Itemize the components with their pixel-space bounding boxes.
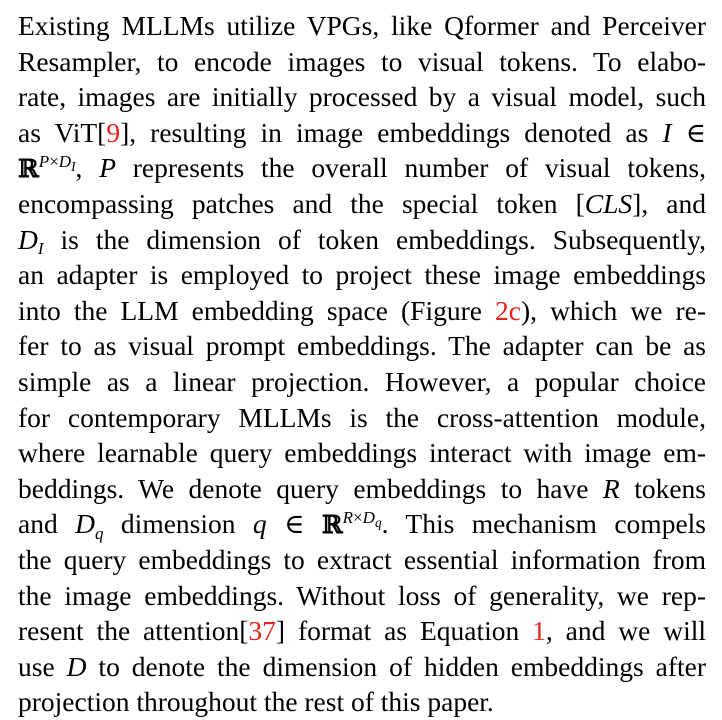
line-text: the image embeddings. Without loss of generality, we rep- [18, 579, 706, 611]
line-text: ], resulting in image embeddings denoted as [120, 116, 663, 148]
text-line-2 [18, 44, 706, 80]
text-line-14 [18, 471, 706, 507]
math-var-D: D [58, 151, 72, 171]
line-text: ] format as Equation [275, 615, 533, 647]
line-text: an adapter is employed to project these image embeddings [18, 259, 706, 291]
line-text: Resampler, to encode images to visual tokens. To elabo- [18, 45, 706, 77]
line-text: rate, images are initially processed by a visual model, such [18, 81, 706, 113]
line-text: dimension [103, 508, 253, 540]
text-line-1 [18, 8, 706, 44]
line-text: beddings. We denote query embeddings to have [18, 472, 603, 504]
text-line-20 [18, 684, 706, 720]
math-var-D: D [362, 507, 375, 527]
figure-link-2c[interactable]: 2c [495, 294, 521, 326]
math-cls-token: CLS [584, 187, 633, 219]
math-var-P: P [38, 151, 50, 171]
line-text: simple as a linear projection. However, a popular choice [18, 365, 706, 397]
math-var-D: D [18, 223, 38, 255]
text-line-10 [18, 328, 706, 364]
text-line-3 [18, 79, 706, 115]
line-text: and [18, 508, 76, 540]
line-text: projection throughout the rest of this paper. [18, 686, 494, 718]
line-text: tokens [619, 472, 706, 504]
math-var-P: P [99, 152, 116, 184]
math-sub-I: I [71, 159, 76, 175]
text-line-5 [18, 150, 706, 186]
line-text: where learnable query embeddings interact with image em- [18, 437, 706, 469]
text-line-19 [18, 649, 706, 685]
math-in-symbol: ∈ [671, 116, 707, 148]
line-text: for contemporary MLLMs is the cross-attention module, [18, 401, 706, 433]
text-line-11 [18, 364, 706, 400]
line-text: is the dimension of token embeddings. Subsequently, [43, 223, 706, 255]
line-text: Existing MLLMs utilize VPGs, like Qformer and Perceiver [18, 10, 706, 41]
text-line-15 [18, 506, 706, 542]
equation-link-1[interactable]: 1 [532, 615, 546, 647]
math-reals-symbol: ℝ [18, 154, 39, 184]
line-text: as ViT[ [18, 116, 107, 148]
math-comma: , [75, 152, 100, 184]
text-line-12 [18, 400, 706, 436]
citation-link-attention[interactable]: 37 [248, 615, 276, 647]
text-line-13 [18, 435, 706, 471]
line-text: the query embeddings to extract essential information from [18, 543, 706, 575]
math-times: × [49, 151, 59, 171]
line-text: resent the attention[ [18, 615, 249, 647]
math-var-D: D [75, 508, 95, 540]
text-line-17 [18, 578, 706, 614]
text-line-6 [18, 186, 706, 222]
math-times: × [353, 507, 363, 527]
text-line-9 [18, 293, 706, 329]
math-reals-symbol: ℝ [321, 510, 343, 540]
math-in-symbol: ∈ [266, 508, 322, 540]
math-sub-q: q [374, 515, 382, 531]
line-text: . This mechanism compels [381, 508, 706, 540]
math-var-R: R [602, 472, 620, 504]
line-text: fer to as visual prompt embeddings. The adapter can be as [18, 330, 706, 362]
math-sub-q: q [95, 523, 104, 543]
line-text: into the LLM embedding space (Figure [18, 294, 496, 326]
line-text: ], and [632, 187, 706, 219]
line-text: represents the overall number of visual tokens, [116, 152, 707, 184]
text-line-18 [18, 613, 706, 649]
line-text: encompassing patches and the special token [ [18, 187, 585, 219]
math-sub-I: I [37, 239, 44, 259]
math-var-D: D [66, 650, 87, 682]
text-line-8 [18, 257, 706, 293]
line-text: , and we will [545, 615, 706, 647]
math-superscript [38, 151, 76, 175]
line-text: use [18, 650, 67, 682]
text-line-16 [18, 542, 706, 578]
line-text: to denote the dimension of hidden embeddings after [86, 650, 706, 682]
citation-link-vit[interactable]: 9 [106, 116, 121, 148]
text-line-4 [18, 115, 706, 151]
math-var-R: R [342, 507, 354, 527]
math-var-I: I [662, 116, 672, 148]
line-text: ), which we re- [520, 294, 706, 326]
math-superscript [342, 507, 382, 531]
text-line-7 [18, 222, 706, 258]
math-var-q: q [252, 508, 267, 540]
